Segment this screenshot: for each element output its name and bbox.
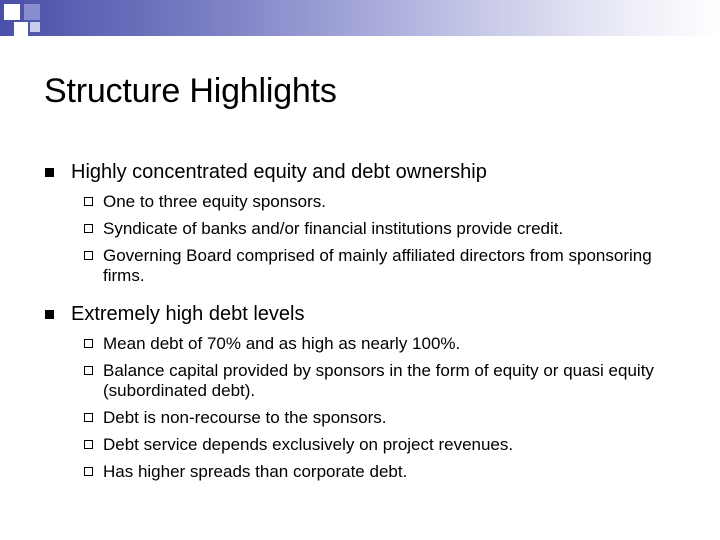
sub-bullet-text: One to three equity sponsors.	[103, 192, 327, 211]
sub-bullet-item	[44, 334, 694, 354]
sub-bullet-item	[44, 435, 694, 455]
header-gradient-bar	[0, 0, 720, 36]
bullet-text: Extremely high debt levels	[71, 303, 305, 325]
sub-bullet-list	[44, 192, 694, 286]
square-bullet-icon	[45, 310, 54, 319]
bullet-list	[44, 160, 694, 489]
hollow-square-bullet-icon	[84, 413, 93, 422]
slide-title: Structure Highlights	[44, 72, 337, 110]
deco-square	[24, 4, 40, 20]
sub-bullet-item	[44, 246, 694, 286]
bullet-item	[44, 302, 694, 326]
hollow-square-bullet-icon	[84, 339, 93, 348]
sub-bullet-text: Debt service depends exclusively on project revenues.	[103, 435, 514, 454]
hollow-square-bullet-icon	[84, 197, 93, 206]
sub-bullet-text: Mean debt of 70% and as high as nearly 100%.	[103, 334, 461, 353]
deco-square	[4, 4, 20, 20]
sub-bullet-text: Governing Board comprised of mainly affiliated directors from sponsoring firms.	[103, 246, 652, 285]
deco-square	[8, 38, 16, 46]
hollow-square-bullet-icon	[84, 467, 93, 476]
sub-bullet-text: Syndicate of banks and/or financial institutions provide credit.	[103, 219, 564, 238]
sub-bullet-item	[44, 192, 694, 212]
sub-bullet-text: Debt is non-recourse to the sponsors.	[103, 408, 387, 427]
deco-square	[30, 22, 40, 32]
hollow-square-bullet-icon	[84, 440, 93, 449]
sub-bullet-text: Balance capital provided by sponsors in the form of equity or quasi equity (subordinated debt).	[103, 361, 654, 400]
square-bullet-icon	[45, 168, 54, 177]
sub-bullet-item	[44, 408, 694, 428]
bullet-item	[44, 160, 694, 184]
sub-bullet-item	[44, 219, 694, 239]
hollow-square-bullet-icon	[84, 224, 93, 233]
deco-square	[14, 22, 28, 36]
sub-bullet-list	[44, 334, 694, 482]
sub-bullet-item	[44, 361, 694, 401]
hollow-square-bullet-icon	[84, 251, 93, 260]
corner-squares-decoration	[0, 0, 60, 48]
sub-bullet-text: Has higher spreads than corporate debt.	[103, 462, 408, 481]
hollow-square-bullet-icon	[84, 366, 93, 375]
bullet-text: Highly concentrated equity and debt ownership	[71, 161, 487, 183]
sub-bullet-item	[44, 462, 694, 482]
